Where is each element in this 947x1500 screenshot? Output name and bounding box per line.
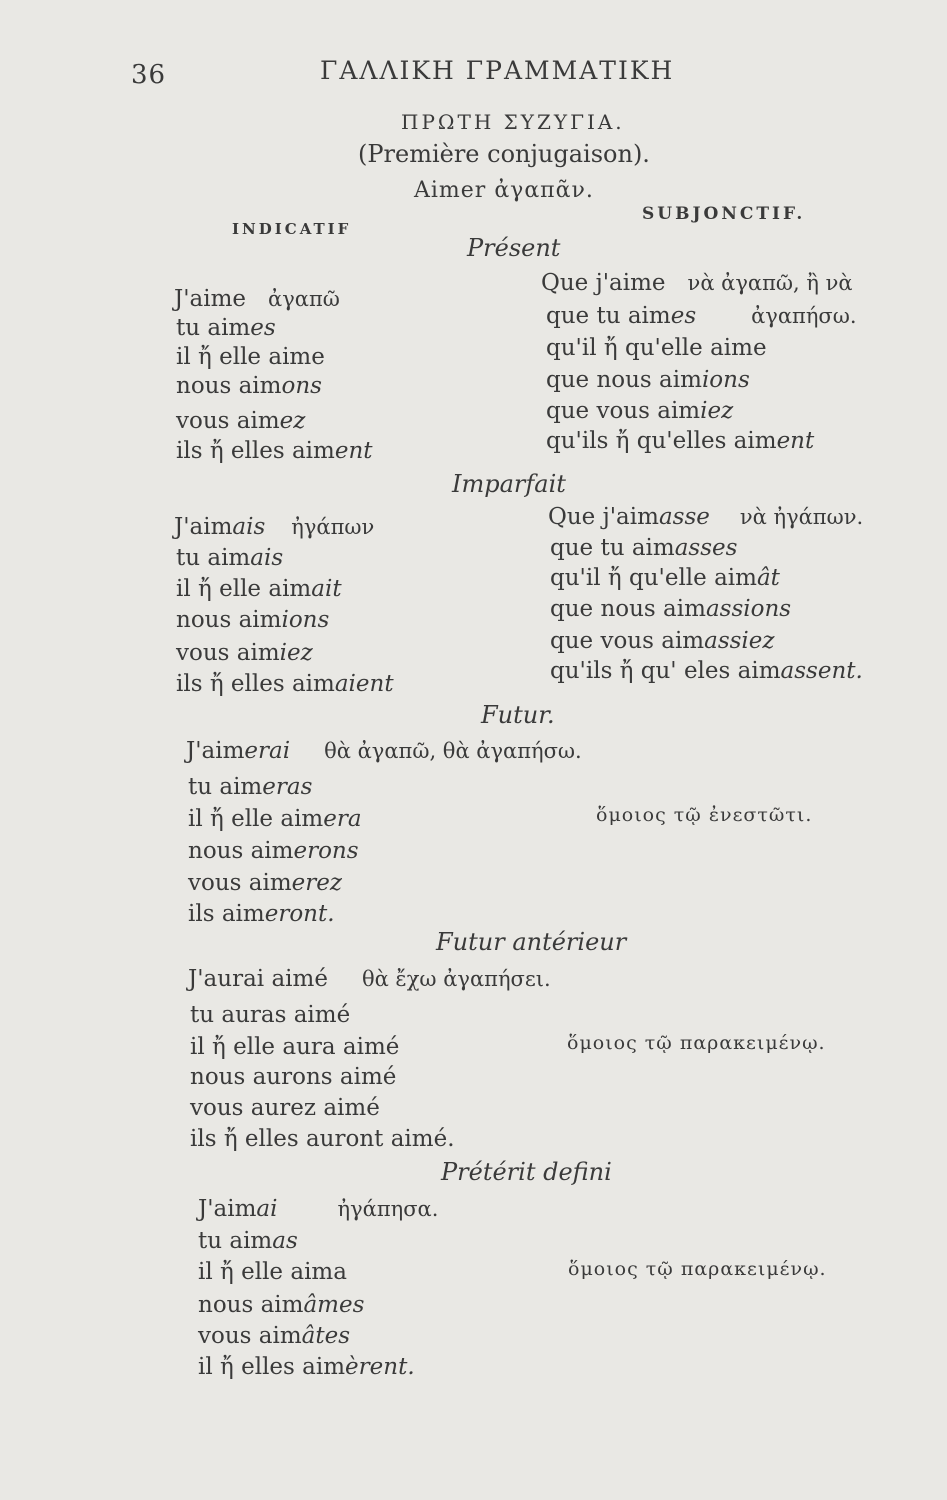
- imparfait-sub-1: Que j'aimasse νὰ ἠγάπων.: [548, 504, 864, 530]
- imparfait-ind-2: tu aimais: [176, 545, 284, 571]
- verb-heading: Aimer ἀγαπᾶν.: [414, 178, 594, 203]
- present-ind-2: tu aimes: [176, 315, 276, 341]
- futur-anterieur-5: vous aurez aimé: [190, 1095, 380, 1121]
- imparfait-sub-5: que vous aimassiez: [550, 628, 775, 654]
- preterit-5: vous aimâtes: [198, 1323, 351, 1349]
- imparfait-ind-5: vous aimiez: [176, 640, 313, 666]
- imparfait-sub-4: que nous aimassions: [550, 596, 792, 622]
- present-ind-6: ils ἤ elles aiment: [176, 438, 373, 464]
- tense-present: Présent: [467, 234, 561, 262]
- section-title: ΠΡΩΤΗ ΣΥΖΥΓΙΑ.: [401, 110, 625, 134]
- preterit-4: nous aimâmes: [198, 1292, 365, 1318]
- present-ind-1: J'aime ἀγαπῶ: [174, 286, 340, 312]
- futur-6: ils aimeront.: [188, 901, 335, 927]
- futur-anterieur-3: il ἤ elle aura aimé: [190, 1034, 400, 1060]
- preterit-3: il ἤ elle aima: [198, 1259, 347, 1285]
- page-number: 36: [131, 60, 167, 90]
- tense-futur-anterieur: Futur antérieur: [436, 928, 627, 956]
- present-sub-3: qu'il ἤ qu'elle aime: [546, 335, 767, 361]
- tense-imparfait: Imparfait: [452, 470, 566, 498]
- imparfait-ind-4: nous aimions: [176, 607, 330, 633]
- futur-anterieur-note: ὅμοιος τῷ παρακειμένῳ.: [567, 1032, 826, 1054]
- present-sub-5: que vous aimiez: [546, 398, 734, 424]
- imparfait-sub-3: qu'il ἤ qu'elle aimât: [550, 565, 780, 591]
- section-subtitle: (Première conjugaison).: [358, 140, 650, 168]
- preterit-2: tu aimas: [198, 1228, 298, 1254]
- preterit-note: ὅμοιος τῷ παρακειμένῳ.: [568, 1258, 827, 1280]
- futur-2: tu aimeras: [188, 774, 313, 800]
- running-head: ΓΑΛΛΙΚΗ ΓΡΑΜΜΑΤΙΚΗ: [320, 56, 675, 85]
- preterit-6: il ἤ elles aimèrent.: [198, 1354, 415, 1380]
- imparfait-ind-3: il ἤ elle aimait: [176, 576, 342, 602]
- indicatif-label: INDICATIF: [232, 220, 352, 238]
- futur-note: ὅμοιος τῷ ἐνεστῶτι.: [596, 804, 813, 826]
- futur-4: nous aimerons: [188, 838, 359, 864]
- futur-1: J'aimerai θὰ ἀγαπῶ, θὰ ἀγαπήσω.: [186, 738, 582, 764]
- imparfait-ind-6: ils ἤ elles aimaient: [176, 671, 394, 697]
- present-sub-2: que tu aimes ἀγαπήσω.: [546, 303, 857, 329]
- subjonctif-label: SUBJONCTIF.: [642, 204, 806, 224]
- present-sub-6: qu'ils ἤ qu'elles aiment: [546, 428, 815, 454]
- futur-anterieur-6: ils ἤ elles auront aimé.: [190, 1126, 455, 1152]
- futur-anterieur-4: nous aurons aimé: [190, 1064, 397, 1090]
- present-sub-1: Que j'aime νὰ ἀγαπῶ, ἢ νὰ: [541, 270, 853, 296]
- present-ind-4: nous aimons: [176, 373, 322, 399]
- futur-anterieur-2: tu auras aimé: [190, 1002, 351, 1028]
- tense-preterit: Prétérit defini: [441, 1158, 612, 1186]
- tense-futur: Futur.: [481, 701, 555, 729]
- imparfait-sub-2: que tu aimasses: [550, 535, 738, 561]
- futur-3: il ἤ elle aimera: [188, 806, 362, 832]
- imparfait-sub-6: qu'ils ἤ qu' eles aimassent.: [550, 658, 863, 684]
- futur-5: vous aimerez: [188, 870, 342, 896]
- futur-anterieur-1: J'aurai aimé θὰ ἔχω ἀγαπήσει.: [188, 966, 551, 992]
- imparfait-ind-1: J'aimais ἠγάπων: [174, 514, 375, 540]
- present-ind-5: vous aimez: [176, 408, 306, 434]
- preterit-1: J'aimai ἠγάπησα.: [198, 1196, 439, 1222]
- present-sub-4: que nous aimions: [546, 367, 750, 393]
- present-ind-3: il ἤ elle aime: [176, 344, 325, 370]
